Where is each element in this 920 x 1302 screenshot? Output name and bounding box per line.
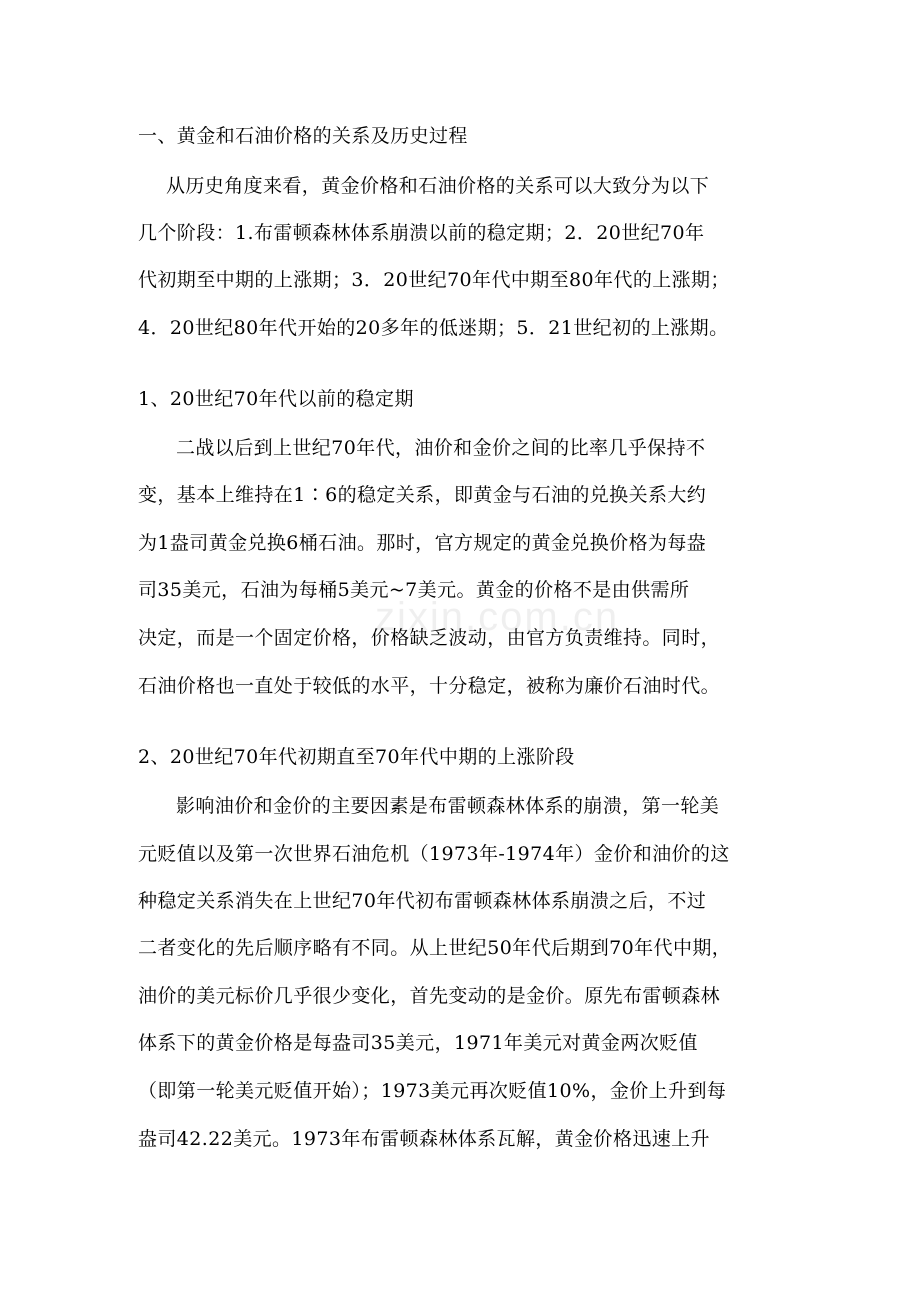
paragraph-line: 4．20世纪80年代开始的20多年的低迷期；5．21世纪初的上涨期。 bbox=[138, 317, 729, 339]
paragraph-line: 从历史角度来看，黄金价格和石油价格的关系可以大致分为以下 bbox=[166, 175, 710, 197]
paragraph-line: 影响油价和金价的主要因素是布雷顿森林体系的崩溃，第一轮美 bbox=[176, 795, 720, 817]
section-heading-3: 2、20世纪70年代初期直至70年代中期的上涨阶段 bbox=[138, 746, 575, 768]
watermark: zixin.com.cn bbox=[375, 595, 620, 639]
paragraph-line: 二战以后到上世纪70年代，油价和金价之间的比率几乎保持不 bbox=[176, 437, 706, 459]
section-heading-1: 一、黄金和石油价格的关系及历史过程 bbox=[138, 125, 468, 147]
paragraph-line: 几个阶段：1.布雷顿森林体系崩溃以前的稳定期；2．20世纪70年 bbox=[138, 222, 705, 244]
paragraph-line: 变，基本上维持在1∶6的稳定关系，即黄金与石油的兑换关系大约 bbox=[138, 484, 707, 506]
paragraph-line: 代初期至中期的上涨期；3．20世纪70年代中期至80年代的上涨期； bbox=[138, 269, 730, 291]
paragraph-line: 石油价格也一直处于较低的水平，十分稳定，被称为廉价石油时代。 bbox=[138, 675, 721, 697]
paragraph-line: 油价的美元标价几乎很少变化，首先变动的是金价。原先布雷顿森林 bbox=[138, 985, 721, 1007]
section-heading-2: 1、20世纪70年代以前的稳定期 bbox=[138, 388, 414, 410]
paragraph-line: 盎司42.22美元。1973年布雷顿森林体系瓦解，黄金价格迅速上升 bbox=[138, 1128, 710, 1150]
paragraph-line: （即第一轮美元贬值开始）；1973美元再次贬值10%，金价上升到每 bbox=[138, 1080, 727, 1102]
paragraph-line: 为1盎司黄金兑换6桶石油。那时，官方规定的黄金兑换价格为每盎 bbox=[138, 532, 707, 554]
paragraph-line: 决定，而是一个固定价格，价格缺乏波动，由官方负责维持。同时， bbox=[138, 627, 721, 649]
paragraph-line: 体系下的黄金价格是每盎司35美元，1971年美元对黄金两次贬值 bbox=[138, 1032, 698, 1054]
paragraph-line: 二者变化的先后顺序略有不同。从上世纪50年代后期到70年代中期， bbox=[138, 937, 732, 959]
paragraph-line: 司35美元，石油为每桶5美元~7美元。黄金的价格不是由供需所 bbox=[138, 579, 690, 601]
paragraph-line: 种稳定关系消失在上世纪70年代初布雷顿森林体系崩溃之后，不过 bbox=[138, 890, 707, 912]
paragraph-line: 元贬值以及第一次世界石油危机（1973年-1974年）金价和油价的这 bbox=[138, 843, 730, 865]
